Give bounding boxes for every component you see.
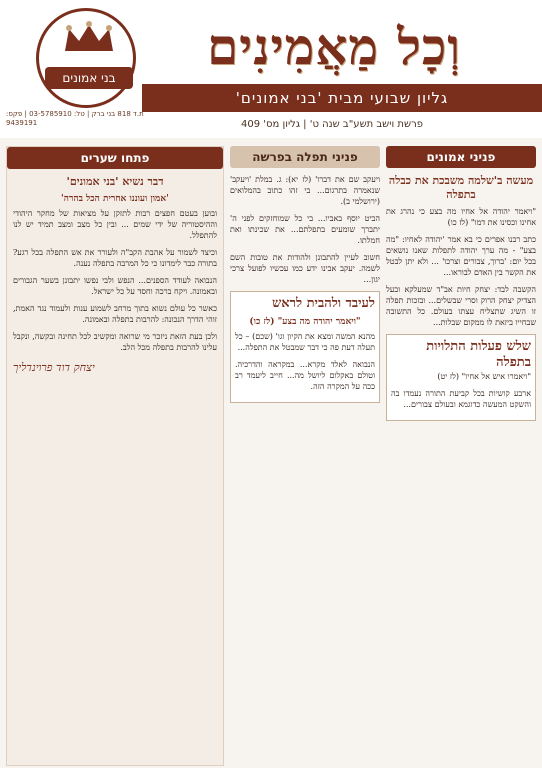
paragraph: ולכן בעת הזאת ניזכר מי שרואה ומקשיב לכל תחינה ובקשה, ונקבל עלינו להרבות בתפלה מכל הלב. [13, 332, 217, 352]
article-heading: מעשה ב'שלמה משבכת את כבלה בתפלה [388, 174, 534, 201]
section-title: פניני תפלה בפרשה [230, 146, 380, 168]
article-subtitle: דבר נשיא 'בני אמונים' [66, 175, 164, 188]
newsletter-subtitle: גליון שבועי מבית 'בני אמונים' [142, 84, 542, 112]
paragraph: הנבואה לאלד מקרא... במקראה והדרכיה. וטולם באקלום ליושל מה... חייב ליעמד רב ככה על המקרה הזה. [235, 360, 375, 391]
right-column [386, 146, 536, 766]
paragraph: הנבואה לעודד הספנים... הנפש ולבי נפשו יתבונן בשער הגבורים ובאמונה. ויקח ברכה וחסד על כל ישראל. [13, 276, 217, 296]
box-heading: שלש פעלות התלויות בתפלה [426, 339, 531, 370]
paragraph: כתב רבנו אפרים כי בא אמר 'יהודה לאחיו: "מה בצע" - מה ערך יהודה לתפלות שאנו נושאים בכל יום: 'ברוך, צבורים וצרכו' ... ולא יתן לבטל את הקשר בין האדם לבוראו... [386, 235, 536, 277]
paragraph: כאשר כל עולם נשוא בתוך מרחב לשמוע ענות ולעמוד נגד האמת, זוהי הדרך הנכונה: להרבות בתפלה ובאמונה. [13, 304, 217, 324]
left-column [6, 146, 224, 766]
issue-line: פרשת וישב תשע"ב שנה ט' | גליון מס' 409 [241, 119, 423, 130]
publisher-logo [36, 8, 136, 108]
middle-column [230, 146, 380, 766]
paragraph: חשוב לעיין להתבונן ולהודות את טובות השם לשמה. יעקב אבינו ידע כמו עכשיו לפועל צרכי יגון... [230, 253, 380, 284]
sidebar-box [386, 334, 536, 421]
crown-icon [61, 21, 117, 55]
paragraph: ארבע קושיות בכל קביעת התורה נעמדו בה והשקט המעשה כדוגמא ובעולם צבורים... [391, 389, 531, 409]
logo-text: בני אמונים [45, 67, 133, 89]
paragraph: ובוען בעטם חפצים רבות לתזקן על מציאות של מחקר היהודי וההיסטוריה של ידי שמים ... ובין כל מצב ומצב תמיד יש לנו להתפלל. [13, 209, 217, 240]
paragraph: מהנא המשה ומצא את הקיון וגו' (שכם) – כל תעלה דעת פה כי דבר שמבטל את התפלה... [235, 332, 375, 352]
signature: יצחק דוד פרוינדליך [13, 361, 95, 374]
masthead [0, 0, 542, 138]
contact-info: ת.ד 818 בני ברק | טל: 03-5785910 | פקס: 9439191 [6, 110, 144, 127]
paragraph: וכיצד לשמור על אהבת הקב"ה ולעורר את אש התפלה בכל רגע? בתורה כבר לימדונו כי כל המרבה בתפלה נענה. [13, 248, 217, 268]
paragraph: הביט יוסף באביו... בי כל שמוחזקים לפני ה' יתברך שומעים בתפלתם... את שכינתו ואת חמלתו. [230, 214, 380, 245]
paragraph: "ויאמרו איש אל אחיו" (לז יט) [437, 372, 531, 381]
section-title: פניני אמונים [386, 146, 536, 168]
section-title: פתחו שערים [7, 147, 223, 169]
sidebar-box [230, 291, 380, 403]
article-body [7, 208, 223, 374]
paragraph: "ויאמר יהודה אל אחיו מה בצע כי נהרג את אחינו וכסינו את דמו" (לז כו) [386, 207, 536, 227]
paragraph: ויעקב שם את דברו' (לז יא): ג. במלת 'ויעקב' שנאמרה בתרגום... בי זהו כתוב בהמלואים (ירושלמי ב). [230, 175, 380, 206]
paragraph: הקשבה לבד: יצחק חיות אב"ד שמעלקא ובעל הצדיק יצחק הרוק וסרי שבשלים... ובזכות תפלה זו השיג שתצליח עצתו בעולם. כל התשובה שבחייו ביזאת לו ממקום שבלות... [386, 285, 536, 327]
newsletter-title: וְכָל מַאֲמִינִים [206, 17, 462, 76]
box-quote: "ויאמר יהודה מה בצע" (לז כו) [249, 317, 361, 327]
article-quote: 'אמון ועוננו אחרית הכל בהרה' [61, 194, 169, 204]
box-heading: לעיבד ולהבית לראש [272, 296, 375, 311]
